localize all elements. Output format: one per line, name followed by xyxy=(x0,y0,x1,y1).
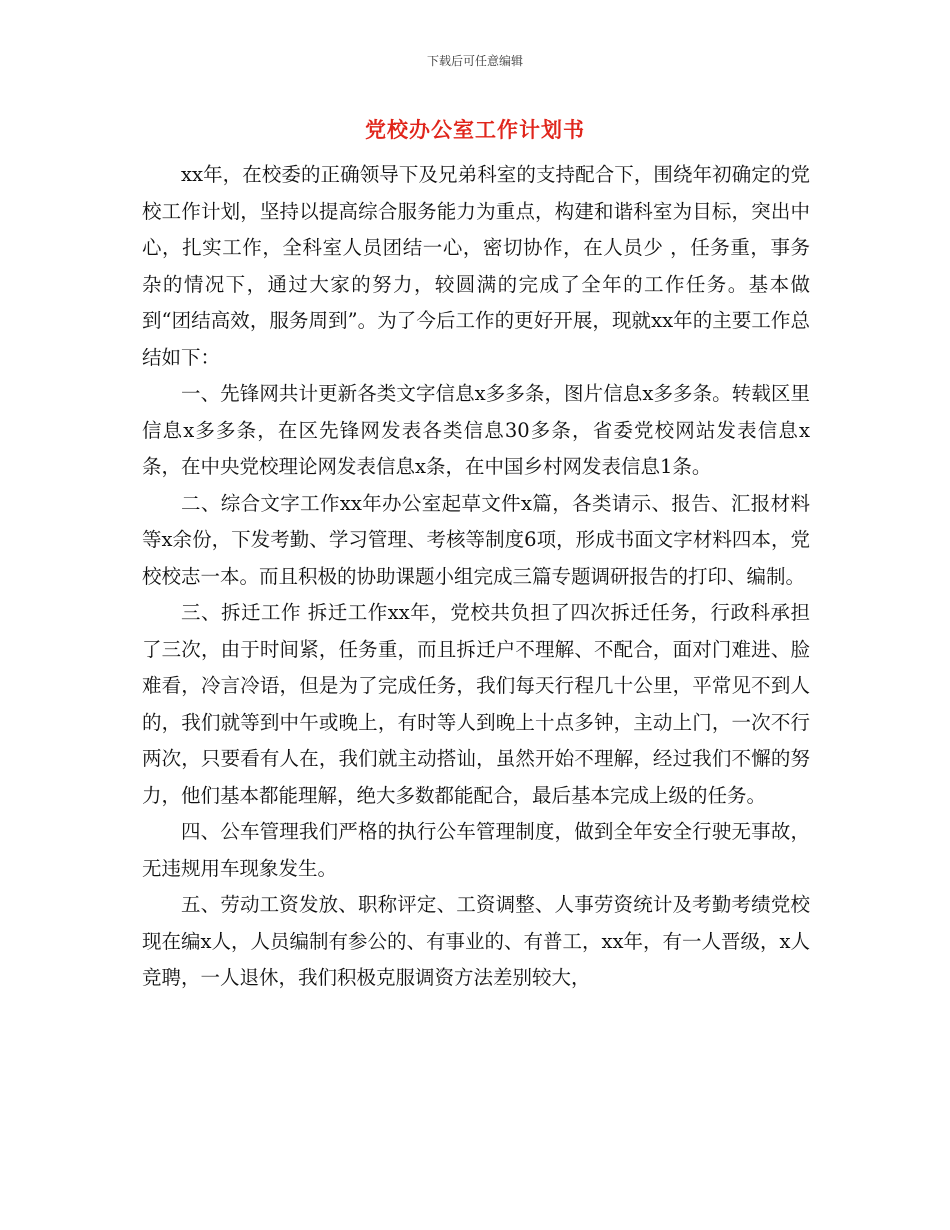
paragraph-payroll-personnel: 五、劳动工资发放、职称评定、工资调整、人事劳资统计及考勤考绩党校现在编x人，人员编制有参公的、有事业的、有普工，xx年，有一人晋级，x人竞聘，一人退休，我们积极克服调资方法差别较大， xyxy=(142,893,810,989)
paragraph-writing-work: 二、综合文字工作xx年办公室起草文件x篇，各类请示、报告、汇报材料等x余份，下发考勤、学习管理、考核等制度6项，形成书面文字材料四本，党校校志一本。而且积极的协助课题小组完成三篇专题调研报告的打印、编制。 xyxy=(142,491,810,588)
header-note: 下载后可任意编辑 xyxy=(426,54,523,68)
document-title: 党校办公室工作计划书 xyxy=(365,117,585,142)
paragraph-vehicle-management: 四、公车管理我们严格的执行公车管理制度，做到全年安全行驶无事故，无违规用车现象发生。 xyxy=(142,820,810,880)
paragraph-website-info: 一、先锋网共计更新各类文字信息x多多条，图片信息x多多条。转载区里信息x多多条，在区先锋网发表各类信息30多条，省委党校网站发表信息x条，在中央党校理论网发表信息x条，在中国乡村网发表信息1条。 xyxy=(142,382,810,478)
document-body xyxy=(142,157,810,997)
paragraph-intro: xx年，在校委的正确领导下及兄弟科室的支持配合下，围绕年初确定的党校工作计划，坚持以提高综合服务能力为重点，构建和谐科室为目标，突出中心，扎实工作，全科室人员团结一心，密切协作，在人员少 ，任务重，事务杂的情况下，通过大家的努力，较圆满的完成了全年的工作任务。基本做到“团结高效，服务周到”。为了今后工作的更好开展，现就xx年的主要工作总结如下： xyxy=(142,163,810,369)
paragraph-demolition-work: 三、拆迁工作 拆迁工作xx年，党校共负担了四次拆迁任务，行政科承担了三次，由于时间紧，任务重，而且拆迁户不理解、不配合，面对门难进、脸难看，冷言冷语，但是为了完成任务，我们每天行程几十公里，平常见不到人的，我们就等到中午或晚上，有时等人到晚上十点多钟，主动上门，一次不行两次，只要看有人在，我们就主动搭讪，虽然开始不理解，经过我们不懈的努力，他们基本都能理解，绝大多数都能配合，最后基本完成上级的任务。 xyxy=(142,601,810,807)
